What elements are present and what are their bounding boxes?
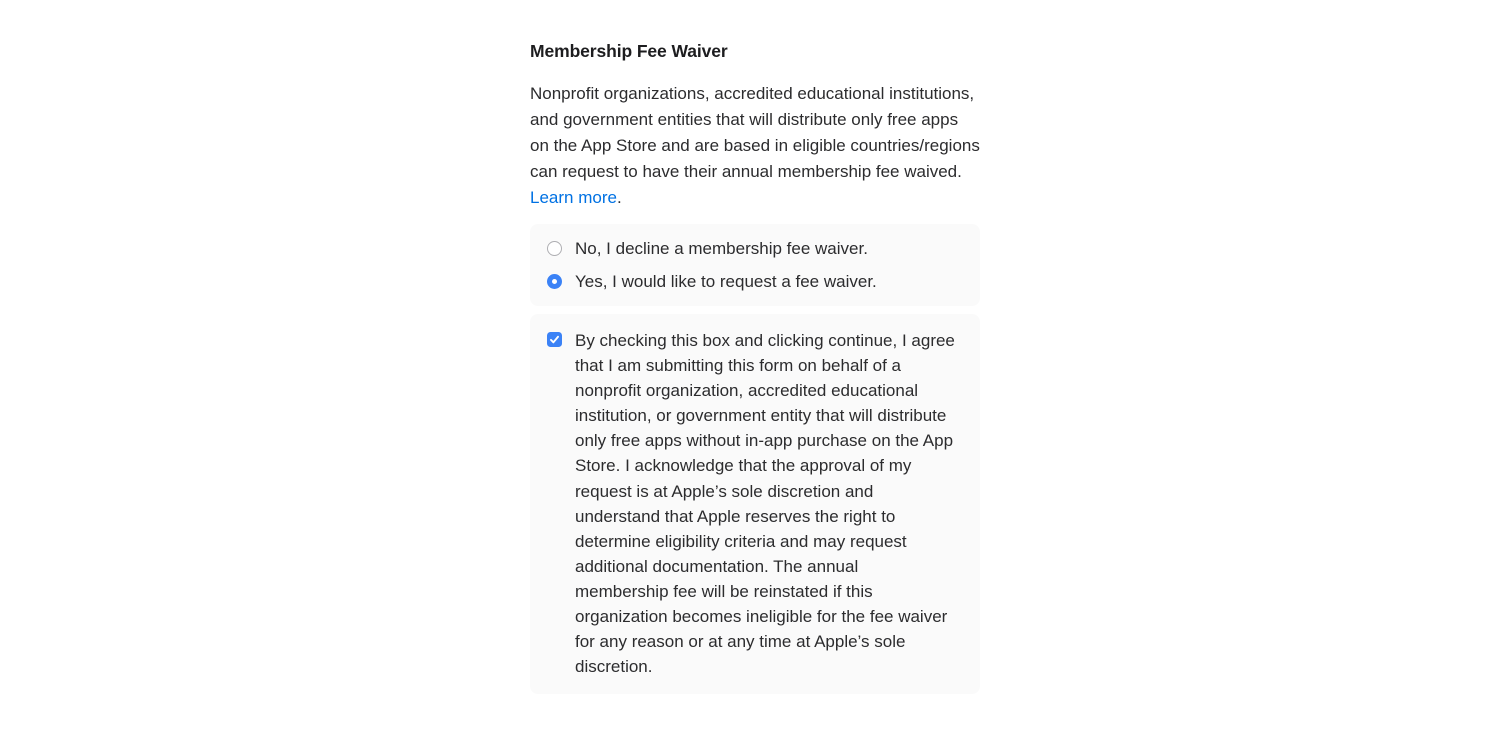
section-description (530, 81, 980, 211)
radio-checked-icon[interactable] (547, 274, 562, 289)
agreement-checkbox-row[interactable] (547, 328, 956, 679)
radio-option-request[interactable] (547, 269, 956, 294)
fee-waiver-radio-group (530, 224, 980, 306)
learn-more-link[interactable]: Learn more (530, 188, 617, 207)
description-period: . (616, 188, 622, 207)
section-title: Membership Fee Waiver (530, 41, 728, 61)
radio-option-decline-label: No, I decline a membership fee waiver. (575, 239, 868, 258)
radio-option-decline[interactable] (547, 236, 956, 261)
agreement-panel (530, 314, 980, 694)
agreement-text: By checking this box and clicking continue, I agree that I am submitting this form on behalf of a nonprofit organization, accredited educational institution, or government entity that will distribute only free apps without in-app purchase on the App Store. I acknowledge that the approval of my request is at Apple’s sole discretion and understand that Apple reserves the right to determine eligibility criteria and may request additional documentation. The annual membership fee will be reinstated if this organization becomes ineligible for the fee waiver for any reason or at any time at Apple’s sole discretion. (575, 331, 955, 677)
checkmark-icon (549, 334, 560, 345)
radio-dot (552, 279, 557, 284)
description-text: Nonprofit organizations, accredited educational institutions, and government entities that will distribute only free apps on the App Store and are based in eligible countries/regions can request to have their annual membership fee waived. (530, 84, 980, 181)
radio-option-request-label: Yes, I would like to request a fee waiver. (575, 272, 877, 291)
checkbox-checked-icon[interactable] (547, 332, 562, 347)
membership-fee-waiver-section (530, 40, 980, 694)
radio-unchecked-icon[interactable] (547, 241, 562, 256)
